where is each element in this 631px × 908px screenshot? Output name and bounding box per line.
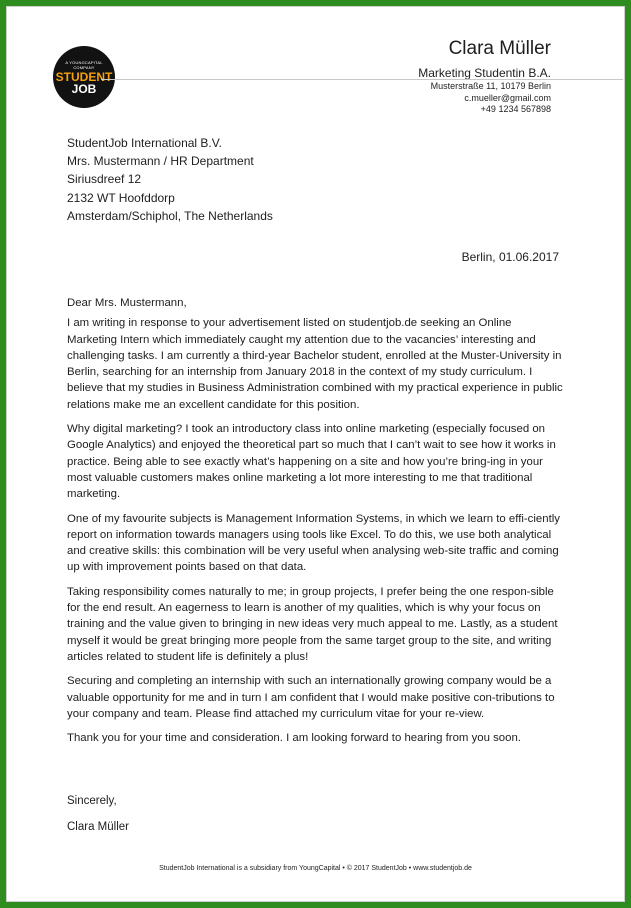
letter-body	[67, 295, 564, 754]
recipient-company: StudentJob International B.V.	[67, 136, 223, 150]
recipient-block	[67, 134, 273, 225]
recipient-postal: 2132 WT Hoofddorp	[67, 190, 175, 205]
paragraph: Taking responsibility comes naturally to me; in group projects, I prefer being the one respon-sible for the end result. An eagerness to learn is another of my qualities, which is why your focus on training and the value given to bringing in new ideas very much appeal to me. Lastly, as a student myself it would be great bringing more people from the same target group to the site, and writing articles related to student life is definitely a plus!	[67, 585, 558, 663]
sender-block	[418, 38, 551, 116]
logo-word-student: STUDENT	[55, 69, 113, 84]
paragraph: Thank you for your time and consideration. I am looking forward to hearing from you soon.	[67, 732, 521, 745]
sender-phone: +49 1234 567898	[480, 104, 551, 114]
logo-tagline: A YOUNGCAPITAL COMPANY	[65, 59, 103, 70]
sender-name: Clara Müller	[448, 38, 551, 59]
sender-address: Musterstraße 11, 10179 Berlin	[430, 81, 551, 91]
recipient-contact: Mrs. Mustermann / HR Department	[67, 154, 254, 169]
paragraph: One of my favourite subjects is Management Information Systems, in which we learn to effi-ciently report on information towards managers using tools like Excel. To do this, we use both analytical and creative skills: this combination will be very useful when analysing web-site traffic and coming up with improvement points based on that data.	[67, 512, 560, 574]
paragraph: I am writing in response to your advertisement listed on studentjob.de seeking an Online Marketing Intern which immediately caught my attention due to the vacancies’ interesting and challenging tasks. I am currently a third-year Bachelor student, enrolled at the Muster-University in Berlin, searching for an internship from January 2018 in the context of my study curriculum. I believe that my studies in Business Administration combined with my practical experience in public relations make me an excellent candidate for this position.	[67, 317, 563, 411]
sender-title: Marketing Studentin B.A.	[418, 66, 551, 80]
header-divider	[101, 79, 623, 80]
closing: Sincerely,	[67, 795, 117, 807]
letter-page	[6, 6, 625, 902]
recipient-city: Amsterdam/Schiphol, The Netherlands	[67, 208, 273, 223]
paragraph: Why digital marketing? I took an introductory class into online marketing (especially focused on Google Analytics) and enjoyed the theoretical part so much that I can’t wait to see how it works in practice. Being able to see exactly what’s happening on a site and how you’re bring-ing in your most valuable customers makes online marketing a lot more interesting to me that traditional marketing.	[67, 423, 556, 501]
logo-word-job: JOB	[71, 81, 97, 96]
sender-email: c.mueller@gmail.com	[464, 92, 551, 103]
page-footer: StudentJob International is a subsidiary from YoungCapital • © 2017 StudentJob • www.studentjob.de	[159, 865, 472, 872]
paragraph: Securing and completing an internship with such an internationally growing company would be a valuable opportunity for me and in turn I am confident that I would make positive con-tributions to your company and team. Please find attached my curriculum vitae for your re-view.	[67, 675, 555, 720]
signature: Clara Müller	[67, 821, 129, 833]
letter-date: Berlin, 01.06.2017	[461, 250, 559, 264]
studentjob-logo	[53, 46, 115, 108]
recipient-street: Siriusdreef 12	[67, 172, 142, 187]
salutation: Dear Mrs. Mustermann,	[67, 297, 187, 309]
